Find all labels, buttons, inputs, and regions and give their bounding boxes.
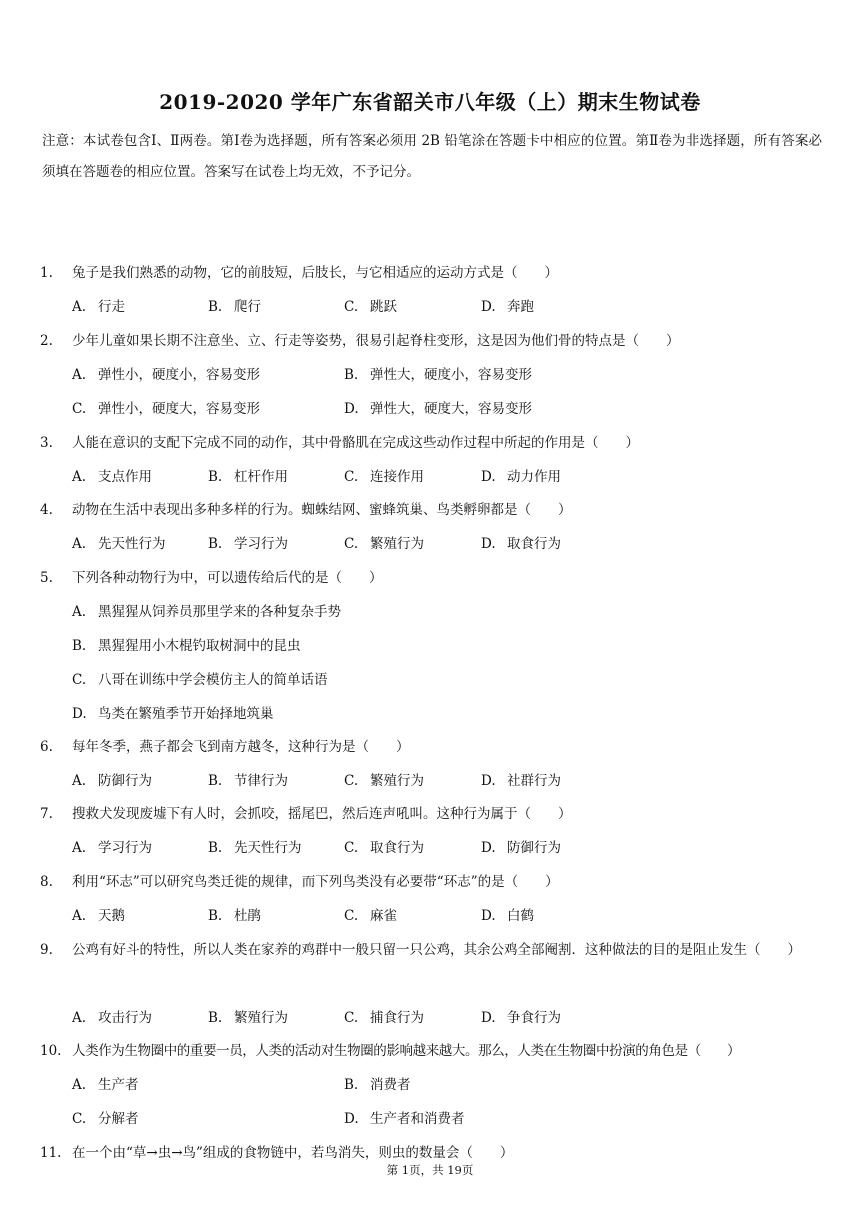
question-number: 4.: [40, 502, 53, 518]
question-8-option-d: [481, 906, 534, 926]
question-number: 10.: [40, 1043, 62, 1059]
question-6-option-a: [72, 771, 152, 791]
option-label: B.: [344, 1077, 359, 1093]
option-text: 学习行为: [234, 536, 288, 552]
question-9-option-c: [344, 1008, 424, 1028]
question-text: 动物在生活中表现出多种多样的行为。蜘蛛结网、蜜蜂筑巢、鸟类孵卵都是（ ）: [72, 502, 572, 518]
question-7-option-a: [72, 838, 152, 858]
question-text: 下列各种动物行为中，可以遗传给后代的是（ ）: [72, 570, 383, 586]
option-label: D.: [481, 536, 496, 552]
option-label: C.: [344, 773, 359, 789]
option-label: A.: [72, 773, 87, 789]
option-text: 繁殖行为: [370, 536, 424, 552]
question-4-option-a: [72, 534, 166, 554]
option-label: A.: [72, 367, 87, 383]
option-text: 杜鹃: [234, 908, 261, 924]
question-1-option-d: [481, 297, 534, 317]
option-label: D.: [481, 840, 496, 856]
option-text: 麻雀: [370, 908, 397, 924]
question-text: 人能在意识的支配下完成不同的动作，其中骨骼肌在完成这些动作过程中所起的作用是（ ）: [72, 435, 639, 451]
option-text: 跳跃: [370, 299, 397, 315]
question-3-option-d: [481, 467, 561, 487]
question-text: 公鸡有好斗的特性，所以人类在家养的鸡群中一般只留一只公鸡，其余公鸡全部阉割．这种做法的目的是阻止发生（ ）: [72, 942, 801, 958]
question-number: 2.: [40, 333, 53, 349]
option-text: 连接作用: [370, 469, 424, 485]
option-label: B.: [208, 840, 223, 856]
option-label: B.: [208, 908, 223, 924]
option-label: D.: [344, 401, 359, 417]
question-6-option-d: [481, 771, 561, 791]
option-text: 黑猩猩用小木棍钓取树洞中的昆虫: [98, 638, 301, 654]
option-label: B.: [208, 299, 223, 315]
option-text: 白鹤: [507, 908, 534, 924]
option-text: 取食行为: [370, 840, 424, 856]
option-text: 繁殖行为: [370, 773, 424, 789]
question-number: 11.: [40, 1145, 62, 1161]
question-10-option-a: [72, 1075, 139, 1095]
exam-title: 2019-2020 学年广东省韶关市八年级（上）期末生物试卷: [159, 90, 701, 114]
question-7-option-c: [344, 838, 424, 858]
option-text: 生产者: [98, 1077, 139, 1093]
option-text: 学习行为: [98, 840, 152, 856]
option-label: C.: [344, 469, 359, 485]
option-label: C.: [72, 401, 87, 417]
option-text: 消费者: [370, 1077, 411, 1093]
question-text: 搜救犬发现废墟下有人时，会抓咬，摇尾巴，然后连声吼叫。这种行为属于（ ）: [72, 806, 572, 822]
option-label: B.: [208, 469, 223, 485]
option-label: D.: [344, 1111, 359, 1127]
question-3-option-c: [344, 467, 424, 487]
option-label: D.: [481, 299, 496, 315]
question-number: 8.: [40, 874, 53, 890]
option-text: 先天性行为: [98, 536, 166, 552]
option-label: C.: [72, 672, 87, 688]
question-text: 兔子是我们熟悉的动物，它的前肢短，后肢长，与它相适应的运动方式是（ ）: [72, 265, 558, 281]
option-text: 支点作用: [98, 469, 152, 485]
question-text: 利用“环志”可以研究鸟类迁徙的规律，而下列鸟类没有必要带“环志”的是（ ）: [72, 874, 559, 890]
question-8-option-c: [344, 906, 397, 926]
option-label: B.: [344, 367, 359, 383]
option-text: 行走: [98, 299, 125, 315]
option-text: 防御行为: [507, 840, 561, 856]
option-label: A.: [72, 299, 87, 315]
option-label: C.: [344, 840, 359, 856]
option-text: 鸟类在繁殖季节开始择地筑巢: [98, 706, 274, 722]
option-text: 黑猩猩从饲养员那里学来的各种复杂手势: [98, 604, 341, 620]
option-label: D.: [72, 706, 87, 722]
option-text: 杠杆作用: [234, 469, 288, 485]
question-4-option-c: [344, 534, 424, 554]
question-5-option-b: [72, 636, 301, 656]
question-10-option-d: [344, 1109, 465, 1129]
option-label: A.: [72, 536, 87, 552]
question-4-option-b: [208, 534, 288, 554]
question-text: 每年冬季，燕子都会飞到南方越冬，这种行为是（ ）: [72, 739, 410, 755]
question-text: 少年儿童如果长期不注意坐、立、行走等姿势，很易引起脊柱变形，这是因为他们骨的特点是（ ）: [72, 333, 680, 349]
option-label: C.: [344, 536, 359, 552]
question-number: 7.: [40, 806, 53, 822]
question-2-option-c: [72, 399, 260, 419]
page-footer: 第 1页，共 19页: [386, 1163, 474, 1177]
option-label: A.: [72, 1077, 87, 1093]
question-6-option-c: [344, 771, 424, 791]
question-number: 5.: [40, 570, 53, 586]
question-2-option-b: [344, 365, 532, 385]
option-text: 爬行: [234, 299, 261, 315]
option-text: 弹性小，硬度小，容易变形: [98, 367, 260, 383]
option-label: B.: [208, 773, 223, 789]
option-text: 社群行为: [507, 773, 561, 789]
question-5-option-c: [72, 670, 328, 690]
option-text: 八哥在训练中学会模仿主人的简单话语: [98, 672, 328, 688]
question-7-option-b: [208, 838, 302, 858]
question-9-option-a: [72, 1008, 152, 1028]
question-4-option-d: [481, 534, 561, 554]
question-text: 在一个由“草→虫→鸟”组成的食物链中，若鸟消失，则虫的数量会（ ）: [72, 1145, 514, 1161]
option-text: 争食行为: [507, 1010, 561, 1026]
option-text: 取食行为: [507, 536, 561, 552]
option-text: 先天性行为: [234, 840, 302, 856]
option-label: B.: [208, 1010, 223, 1026]
option-label: A.: [72, 908, 87, 924]
question-1-option-a: [72, 297, 125, 317]
question-5-option-d: [72, 704, 274, 724]
question-number: 6.: [40, 739, 53, 755]
option-text: 弹性大，硬度大，容易变形: [370, 401, 532, 417]
question-number: 9.: [40, 942, 53, 958]
question-3-option-a: [72, 467, 152, 487]
option-label: D.: [481, 908, 496, 924]
option-label: C.: [344, 299, 359, 315]
option-label: D.: [481, 1010, 496, 1026]
option-text: 繁殖行为: [234, 1010, 288, 1026]
option-label: B.: [208, 536, 223, 552]
question-number: 1.: [40, 265, 53, 281]
option-text: 生产者和消费者: [370, 1111, 465, 1127]
option-label: A.: [72, 604, 87, 620]
question-3-option-b: [208, 467, 288, 487]
option-text: 天鹅: [98, 908, 125, 924]
question-7-option-d: [481, 838, 561, 858]
option-text: 分解者: [98, 1111, 139, 1127]
option-label: D.: [481, 773, 496, 789]
option-text: 节律行为: [234, 773, 288, 789]
option-label: C.: [72, 1111, 87, 1127]
option-text: 动力作用: [507, 469, 561, 485]
option-text: 奔跑: [507, 299, 534, 315]
option-text: 防御行为: [98, 773, 152, 789]
question-1-option-c: [344, 297, 397, 317]
option-label: A.: [72, 840, 87, 856]
option-label: C.: [344, 908, 359, 924]
question-5-option-a: [72, 602, 341, 622]
option-text: 弹性大，硬度小，容易变形: [370, 367, 532, 383]
option-label: C.: [344, 1010, 359, 1026]
option-label: A.: [72, 1010, 87, 1026]
option-label: D.: [481, 469, 496, 485]
option-label: B.: [72, 638, 87, 654]
question-2-option-a: [72, 365, 260, 385]
question-text: 人类作为生物圈中的重要一员，人类的活动对生物圈的影响越来越大。那么，人类在生物圈中扮演的角色是（ ）: [72, 1043, 741, 1059]
question-9-option-d: [481, 1008, 561, 1028]
question-10-option-b: [344, 1075, 411, 1095]
question-9-option-b: [208, 1008, 288, 1028]
option-text: 捕食行为: [370, 1010, 424, 1026]
question-2-option-d: [344, 399, 532, 419]
option-text: 弹性小，硬度大，容易变形: [98, 401, 260, 417]
exam-notice: 注意：本试卷包含Ⅰ、Ⅱ两卷。第Ⅰ卷为选择题，所有答案必须用 2B 铅笔涂在答题卡中相应的位置。第Ⅱ卷为非选择题，所有答案必须填在答题卷的相应位置。答案写在试卷上均无效，不予记分。: [42, 133, 822, 180]
question-10-option-c: [72, 1109, 139, 1129]
option-text: 攻击行为: [98, 1010, 152, 1026]
option-label: A.: [72, 469, 87, 485]
question-1-option-b: [208, 297, 261, 317]
question-6-option-b: [208, 771, 288, 791]
question-8-option-b: [208, 906, 261, 926]
question-number: 3.: [40, 435, 53, 451]
question-8-option-a: [72, 906, 125, 926]
